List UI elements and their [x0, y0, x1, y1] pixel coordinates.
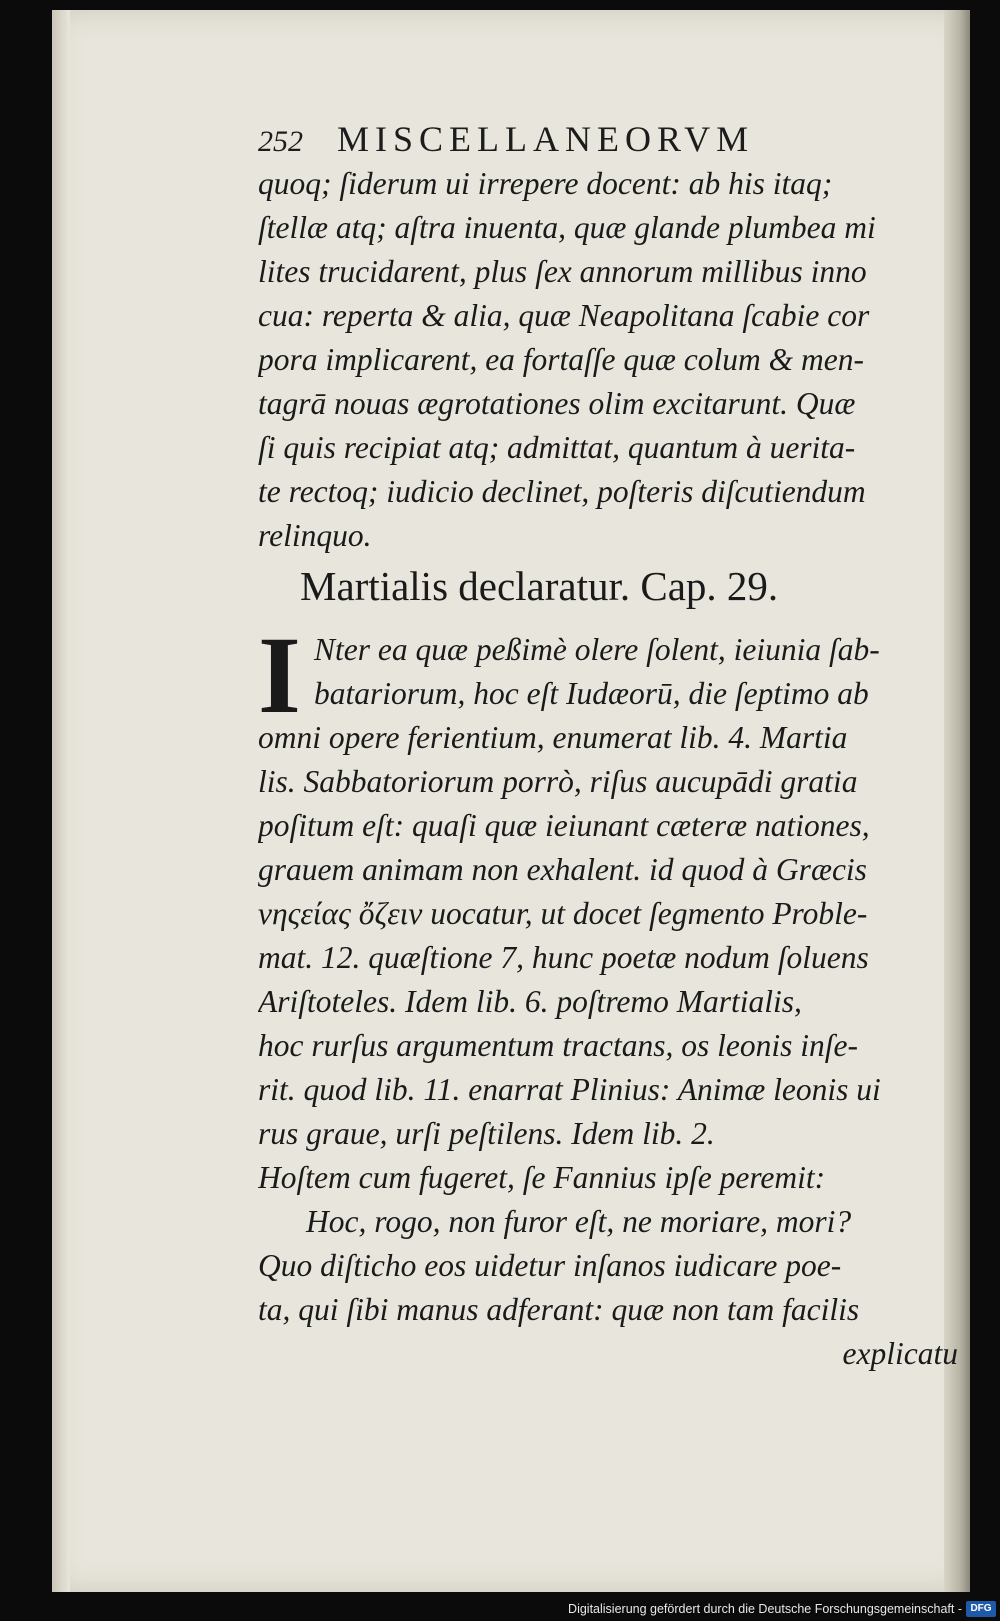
text-line: ta, qui ſibi manus adferant: quæ non tam facilis [258, 1292, 860, 1327]
verse-line: Hoc, rogo, non furor eſt, ne moriare, mori? [306, 1204, 852, 1239]
top-text-block [258, 162, 958, 558]
text-line: mat. 12. quæſtione 7, hunc poetæ nodum ſoluens [258, 940, 869, 975]
text-line: cua: reperta & alia, quæ Neapolitana ſcabie cor [258, 298, 870, 333]
text-line: batariorum, hoc eſt Iudæorū, die ſeptimo ab [314, 676, 869, 711]
text-line: quoq; ſiderum ui irrepere docent: ab his itaq; [258, 166, 833, 201]
text-line: rit. quod lib. 11. enarrat Plinius: Animæ leonis ui [258, 1072, 881, 1107]
footer-bar [0, 1595, 1000, 1621]
text-line: lis. Sabbatoriorum porrò, riſus aucupādi gratia [258, 764, 858, 799]
text-line: relinquo. [258, 518, 372, 553]
dfg-logo: DFG [966, 1601, 996, 1617]
page-gutter [52, 10, 70, 1592]
chapter-text-block [258, 614, 958, 1376]
text-line: tagrā nouas ægrotationes olim excitarunt. Quæ [258, 386, 856, 421]
text-line: lites trucidarent, plus ſex annorum millibus inno [258, 254, 867, 289]
text-line: grauem animam non exhalent. id quod à Græcis [258, 852, 867, 887]
text-line: omni opere ferientium, enumerat lib. 4. Martia [258, 720, 848, 755]
verse-line: Hoſtem cum fugeret, ſe Fannius ipſe peremit: [258, 1160, 826, 1195]
digitization-credit: Digitalisierung gefördert durch die Deutsche Forschungsgemeinschaft - [568, 1602, 962, 1616]
text-line: Nter ea quæ peßimè olere ſolent, ieiunia ſab- [314, 632, 880, 667]
text-line: Quo diſticho eos uidetur inſanos iudicare poe- [258, 1248, 842, 1283]
text-line: pora implicarent, ea fortaſſe quæ colum & men- [258, 342, 865, 377]
running-head [258, 118, 898, 160]
text-line: ſtellæ atq; aſtra inuenta, quæ glande plumbea mi [258, 210, 876, 245]
text-line: te rectoq; iudicio declinet, poſteris diſcutiendum [258, 474, 866, 509]
text-line: ſi quis recipiat atq; admittat, quantum à uerita- [258, 430, 856, 465]
page-number: 252 [258, 125, 303, 158]
text-line: hoc rurſus argumentum tractans, os leonis inſe- [258, 1028, 858, 1063]
text-line: Ariſtoteles. Idem lib. 6. poſtremo Martialis, [258, 984, 802, 1019]
text-line: rus graue, urſi peſtilens. Idem lib. 2. [258, 1116, 715, 1151]
text-line: νηςείας ὄζειν uocatur, ut docet ſegmento Proble- [258, 896, 868, 931]
running-title: MISCELLANEORVM [337, 119, 755, 159]
drop-cap: I [258, 614, 301, 736]
chapter-heading: Martialis declaratur. Cap. 29. [300, 563, 779, 609]
catchword: explicatu [842, 1336, 958, 1371]
text-line: poſitum eſt: quaſi quæ ieiunant cæteræ nationes, [258, 808, 870, 843]
